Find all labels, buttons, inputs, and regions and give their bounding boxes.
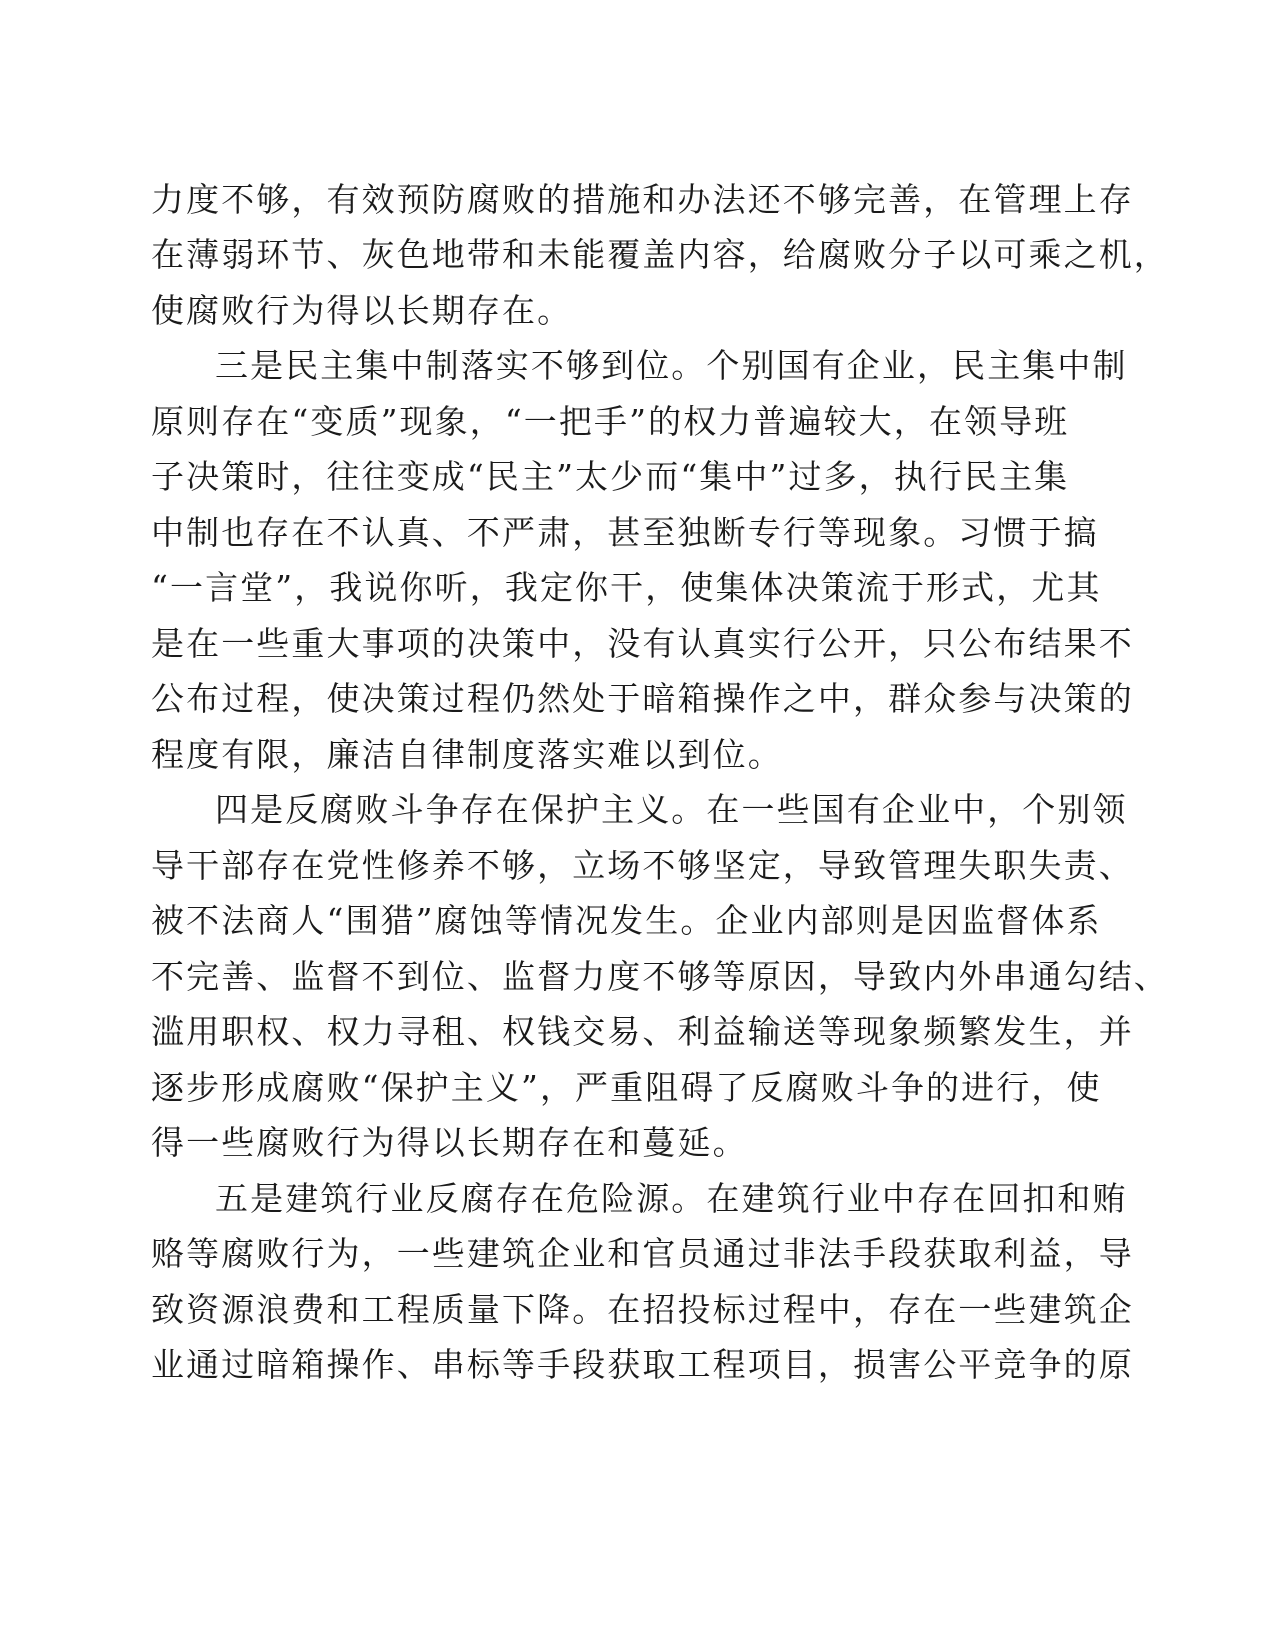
text-line: 中制也存在不认真、不严肃，甚至独断专行等现象。习惯于搞 (151, 513, 1099, 552)
text-line: 力度不够，有效预防腐败的措施和办法还不够完善，在管理上存 (151, 180, 1134, 219)
text-line: 得一些腐败行为得以长期存在和蔓延。 (151, 1123, 748, 1162)
text-line: 是在一些重大事项的决策中，没有认真实行公开，只公布结果不 (151, 624, 1134, 663)
paragraph-start-line: 三是民主集中制落实不够到位。个别国有企业，民主集中制 (215, 346, 1128, 385)
text-line: 原则存在“变质”现象，“一把手”的权力普遍较大，在领导班 (151, 402, 1070, 441)
text-line: “一言堂”，我说你听，我定你干，使集体决策流于形式，尤其 (151, 568, 1102, 607)
text-line: 公布过程，使决策过程仍然处于暗箱操作之中，群众参与决策的 (151, 679, 1134, 718)
text-line: 导干部存在党性修养不够，立场不够坚定，导致管理失职失责、 (151, 846, 1134, 885)
text-line: 在薄弱环节、灰色地带和未能覆盖内容，给腐败分子以可乘之机， (151, 235, 1169, 274)
text-line: 致资源浪费和工程质量下降。在招投标过程中，存在一些建筑企 (151, 1290, 1134, 1329)
paragraph-start-line: 四是反腐败斗争存在保护主义。在一些国有企业中，个别领 (215, 790, 1128, 829)
text-line: 程度有限，廉洁自律制度落实难以到位。 (151, 735, 783, 774)
text-line: 业通过暗箱操作、串标等手段获取工程项目，损害公平竞争的原 (151, 1345, 1134, 1384)
text-line: 子决策时，往往变成“民主”太少而“集中”过多，执行民主集 (151, 457, 1070, 496)
text-line: 滥用职权、权力寻租、权钱交易、利益输送等现象频繁发生，并 (151, 1012, 1134, 1051)
text-line: 不完善、监督不到位、监督力度不够等原因，导致内外串通勾结、 (151, 957, 1169, 996)
text-line: 被不法商人“围猎”腐蚀等情况发生。企业内部则是因监督体系 (151, 901, 1102, 940)
text-line: 逐步形成腐败“保护主义”，严重阻碍了反腐败斗争的进行，使 (151, 1068, 1102, 1107)
text-line: 赂等腐败行为，一些建筑企业和官员通过非法手段获取利益，导 (151, 1234, 1134, 1273)
text-line: 使腐败行为得以长期存在。 (151, 291, 573, 330)
paragraph-start-line: 五是建筑行业反腐存在危险源。在建筑行业中存在回扣和贿 (215, 1179, 1128, 1218)
